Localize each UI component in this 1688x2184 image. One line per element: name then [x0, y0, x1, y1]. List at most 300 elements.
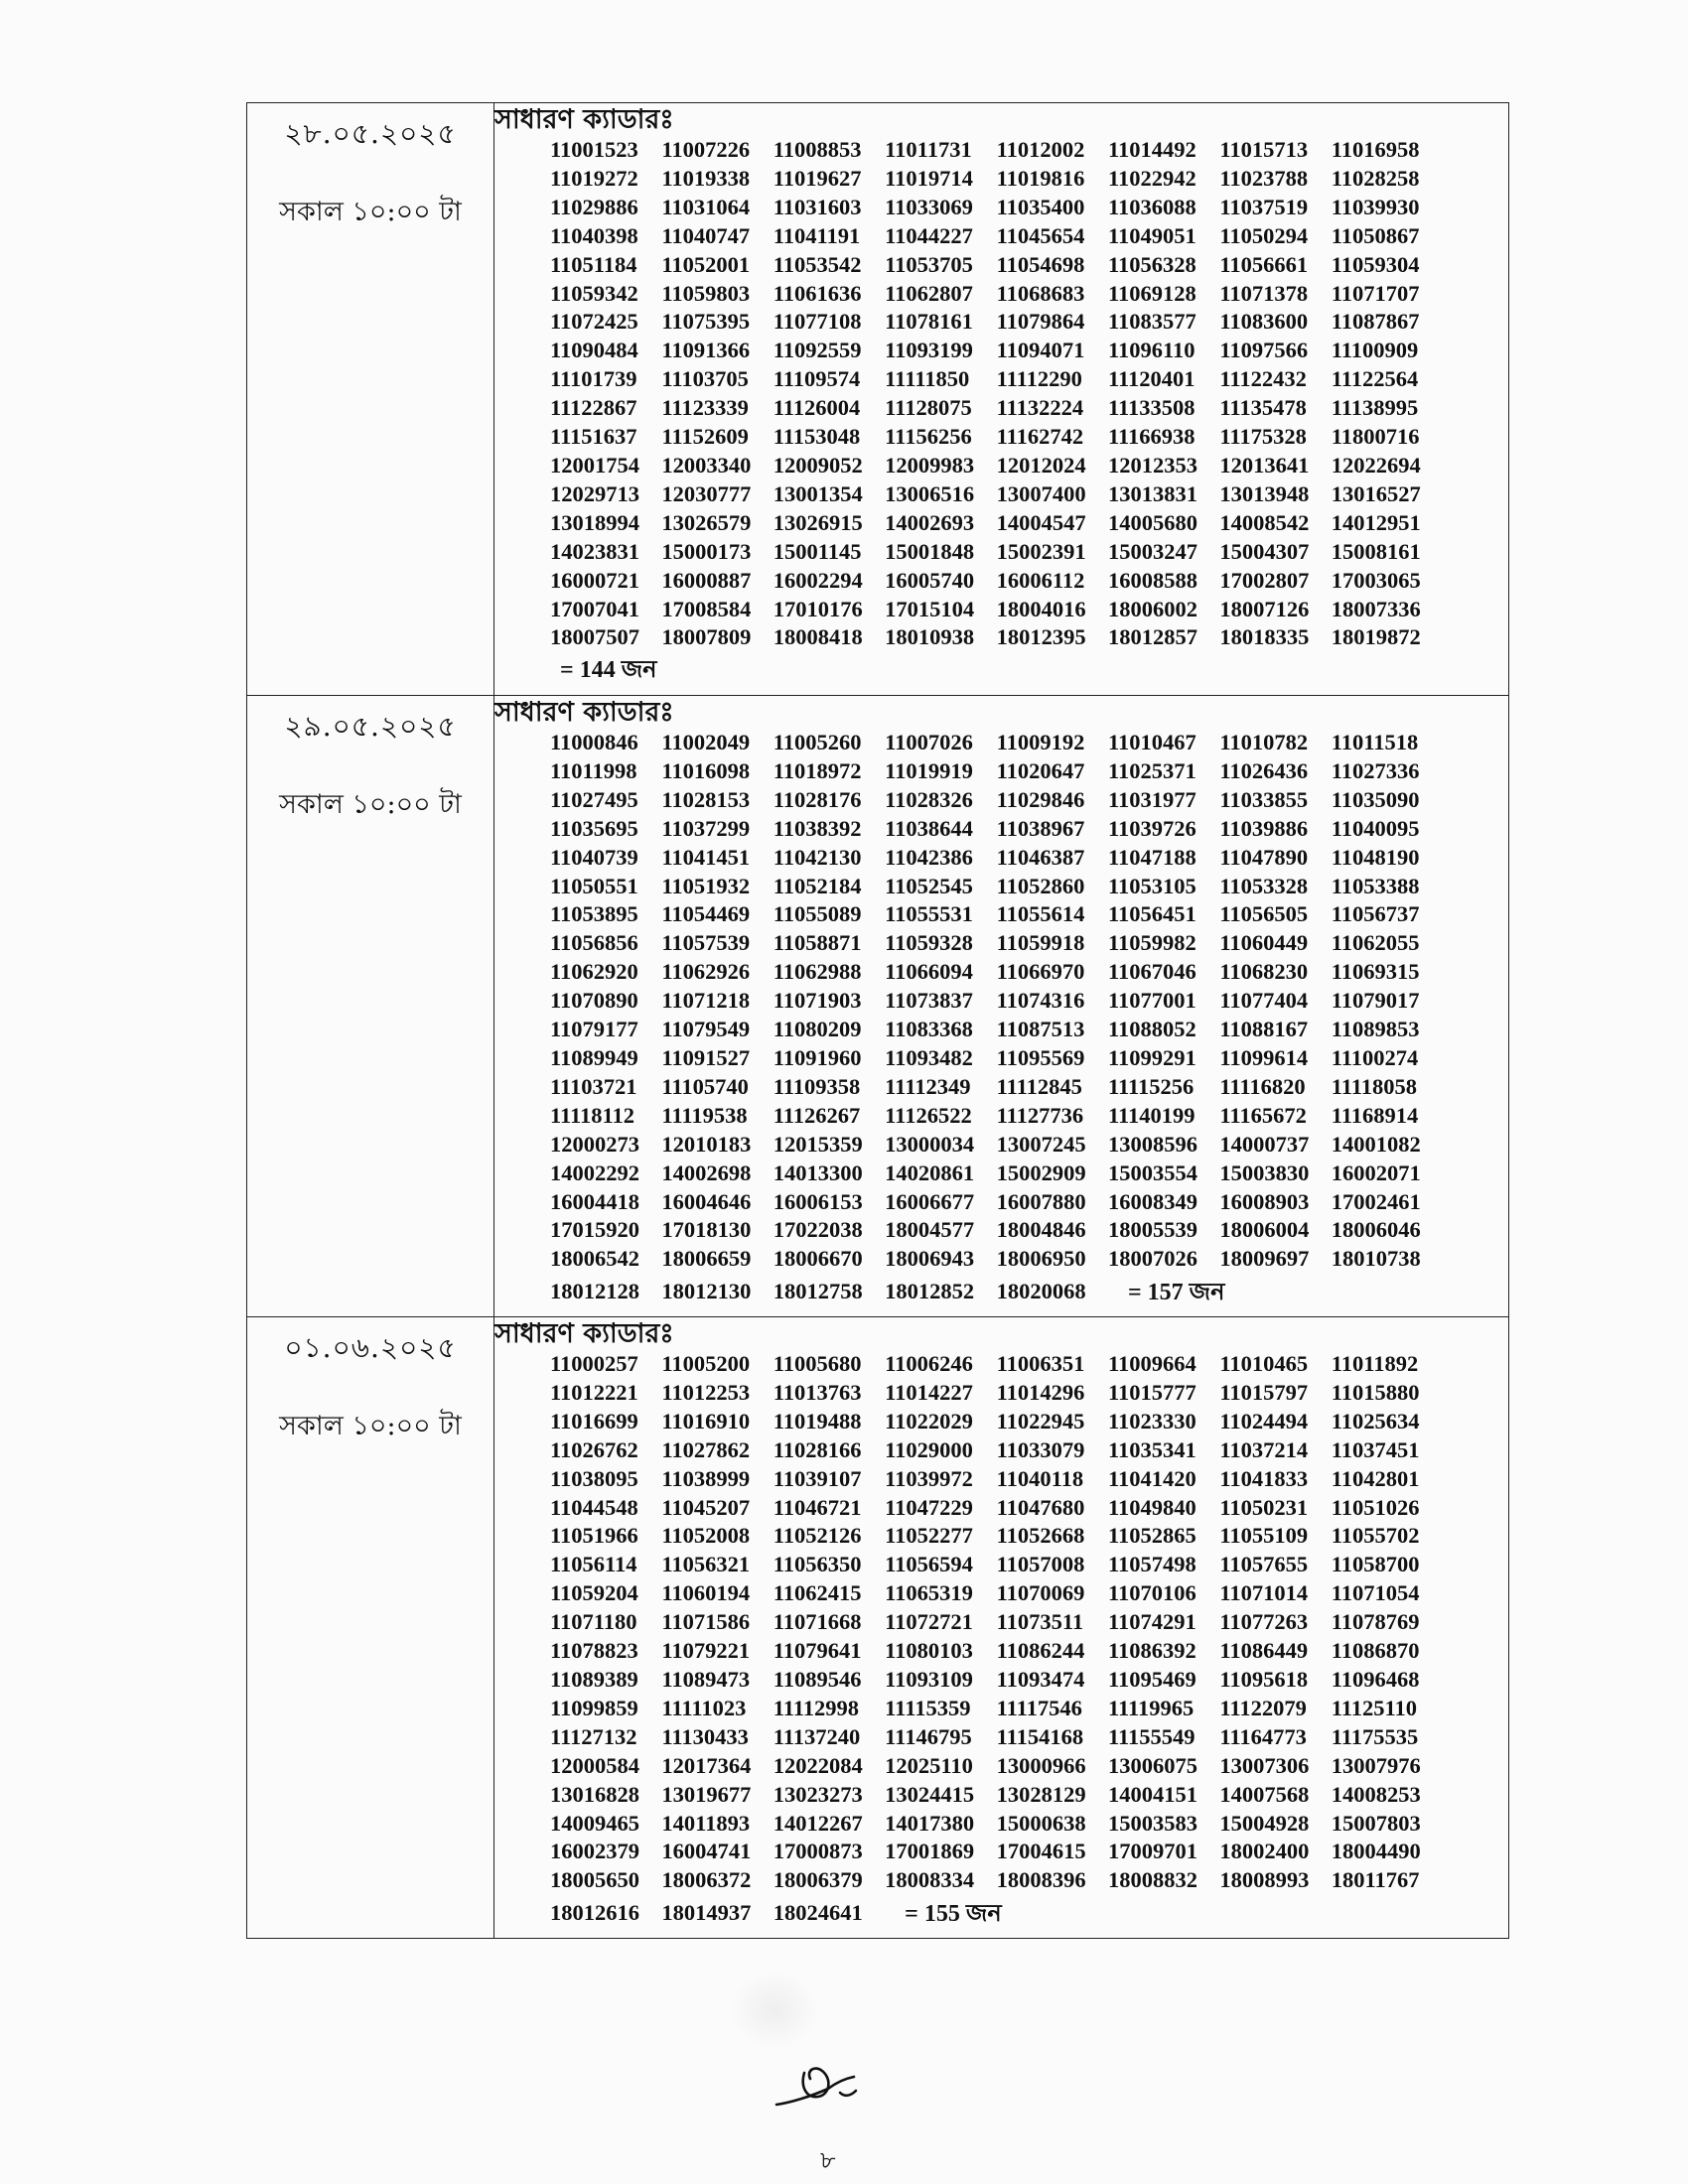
roll-number: 13006516	[885, 480, 975, 506]
roll-number: 11014227	[885, 1379, 973, 1405]
roll-number: 11035695	[550, 815, 638, 841]
roll-number: 11025634	[1331, 1408, 1420, 1433]
roll-number: 11027336	[1331, 757, 1420, 783]
roll-number: 11037519	[1219, 194, 1309, 219]
roll-number: 11071707	[1331, 280, 1420, 306]
roll-number: 11099291	[1107, 1044, 1196, 1070]
roll-number: 17018130	[661, 1217, 752, 1243]
roll-number: 11011518	[1331, 730, 1419, 754]
roll-number: 11038999	[661, 1465, 751, 1491]
roll-number: 11093482	[885, 1044, 973, 1070]
roll-number: 12015359	[773, 1131, 863, 1157]
roll-number: 11089546	[773, 1666, 862, 1692]
roll-number: 17022038	[773, 1217, 863, 1243]
roll-number: 18018335	[1219, 624, 1310, 650]
roll-number: 11062920	[550, 959, 638, 985]
roll-number: 11138995	[1331, 395, 1419, 421]
page-number: ৮	[820, 2146, 836, 2174]
roll-number: 11022029	[885, 1408, 973, 1433]
roll-number: 11086244	[996, 1638, 1085, 1664]
roll-number: 11046387	[996, 844, 1085, 870]
roll-number: 11056321	[661, 1552, 751, 1577]
roll-number: 11164773	[1219, 1723, 1307, 1749]
roll-number: 11016910	[661, 1408, 751, 1433]
roll-number: 11051184	[550, 251, 637, 277]
roll-number: 11062055	[1331, 930, 1420, 956]
roll-number: 11024494	[1219, 1408, 1309, 1433]
roll-number: 16000887	[661, 567, 752, 593]
roll-row	[550, 538, 1508, 567]
roll-number: 11127736	[996, 1102, 1084, 1128]
total-number: 155	[923, 1901, 960, 1928]
roll-list-cell	[494, 696, 1508, 1316]
roll-row	[550, 1637, 1508, 1666]
roll-number: 18012758	[773, 1279, 863, 1304]
roll-number: 11010782	[1219, 730, 1309, 754]
roll-row	[550, 1579, 1508, 1608]
roll-number: 11038967	[996, 815, 1085, 841]
roll-number: 18024641	[773, 1900, 863, 1926]
roll-number: 11026436	[1219, 757, 1309, 783]
roll-number: 13016828	[550, 1781, 639, 1807]
roll-number: 11044227	[885, 222, 973, 248]
roll-number: 11071668	[773, 1609, 862, 1635]
roll-number: 11127132	[550, 1723, 637, 1749]
roll-number: 11011892	[1331, 1351, 1419, 1376]
roll-number: 13007245	[996, 1131, 1086, 1157]
exam-time: সকাল ১০:০০ টা	[279, 197, 462, 227]
total-unit: জন	[965, 1899, 1002, 1928]
roll-number: 11087513	[996, 1017, 1085, 1042]
roll-number: 11062415	[773, 1580, 862, 1606]
roll-number: 11071014	[1219, 1580, 1309, 1606]
roll-number: 16004741	[661, 1839, 752, 1864]
roll-number: 11092559	[773, 338, 862, 363]
roll-number: 11053388	[1331, 873, 1420, 898]
roll-number: 18008396	[996, 1867, 1086, 1893]
roll-number: 14013300	[773, 1160, 863, 1185]
roll-number: 11005680	[773, 1351, 862, 1376]
roll-number: 11005200	[661, 1351, 751, 1376]
roll-row	[550, 929, 1508, 958]
roll-number: 11156256	[885, 424, 972, 450]
roll-number: 11023788	[1219, 165, 1309, 191]
roll-number: 16008903	[1219, 1188, 1310, 1214]
roll-number: 11014492	[1107, 137, 1196, 162]
roll-number: 11088052	[1107, 1017, 1196, 1042]
roll-number: 11070069	[996, 1580, 1085, 1606]
roll-number: 11057498	[1107, 1552, 1196, 1577]
roll-number: 11119965	[1107, 1695, 1195, 1720]
roll-number: 14008253	[1331, 1781, 1421, 1807]
roll-number: 11000257	[550, 1351, 638, 1376]
roll-number: 11046721	[773, 1494, 862, 1520]
roll-row	[550, 987, 1508, 1016]
roll-number: 11109574	[773, 366, 861, 392]
roll-number: 11052008	[661, 1523, 751, 1549]
roll-row	[550, 1465, 1508, 1494]
roll-number: 11083368	[885, 1017, 973, 1042]
roll-number: 11035341	[1107, 1436, 1196, 1462]
roll-number: 11079177	[550, 1017, 638, 1042]
handwritten-signature-icon	[771, 2053, 866, 2122]
roll-number: 11086392	[1107, 1638, 1196, 1664]
roll-number: 15004928	[1219, 1810, 1310, 1836]
roll-number: 14012267	[773, 1810, 863, 1836]
roll-number: 11037214	[1219, 1436, 1309, 1462]
roll-number: 14017380	[885, 1810, 975, 1836]
roll-number: 18006002	[1107, 596, 1197, 621]
roll-number: 16008349	[1107, 1188, 1197, 1214]
roll-number: 11060449	[1219, 930, 1309, 956]
roll-number: 13013831	[1107, 480, 1197, 506]
roll-number: 11071180	[550, 1609, 637, 1635]
roll-number: 13024415	[885, 1781, 975, 1807]
roll-number: 15003583	[1107, 1810, 1197, 1836]
roll-number: 11088167	[1219, 1017, 1309, 1042]
roll-number: 11166938	[1107, 424, 1196, 450]
roll-number: 11040118	[996, 1465, 1084, 1491]
roll-number: 11038644	[885, 815, 973, 841]
roll-number: 11091527	[661, 1044, 751, 1070]
roll-number: 11100909	[1331, 338, 1419, 363]
roll-number: 11052001	[661, 251, 751, 277]
roll-number: 11028326	[885, 786, 973, 812]
roll-number: 11045654	[996, 222, 1085, 248]
schedule-block-29-05	[247, 696, 1508, 1317]
roll-number: 11155549	[1107, 1723, 1196, 1749]
roll-number: 11062988	[773, 959, 862, 985]
roll-number: 11133508	[1107, 395, 1196, 421]
roll-number: 17003065	[1331, 567, 1421, 593]
roll-number: 11083600	[1219, 309, 1309, 335]
roll-number: 11028153	[661, 786, 751, 812]
roll-number: 11067046	[1107, 959, 1196, 985]
roll-row	[550, 1245, 1508, 1274]
roll-number: 18004016	[996, 596, 1086, 621]
roll-number: 11077108	[773, 309, 862, 335]
roll-number: 11154168	[996, 1723, 1084, 1749]
roll-number: 11074291	[1107, 1609, 1196, 1635]
roll-number: 11019488	[773, 1408, 862, 1433]
roll-row	[550, 1188, 1508, 1217]
roll-number: 11052277	[885, 1523, 973, 1549]
roll-number: 11056114	[550, 1552, 637, 1577]
roll-number: 11057008	[996, 1552, 1085, 1577]
roll-number: 18005650	[550, 1867, 639, 1893]
roll-number: 11105740	[661, 1073, 749, 1099]
roll-number: 15003554	[1107, 1160, 1197, 1185]
roll-number: 11050231	[1219, 1494, 1309, 1520]
roll-number: 18007126	[1219, 596, 1310, 621]
roll-number: 11050867	[1331, 222, 1420, 248]
roll-number: 11039930	[1331, 194, 1420, 219]
roll-number: 11111023	[661, 1695, 747, 1720]
roll-number: 11010467	[1107, 730, 1196, 754]
roll-number: 11038392	[773, 815, 862, 841]
roll-number: 11091960	[773, 1044, 862, 1070]
roll-number: 11083577	[1107, 309, 1196, 335]
roll-number: 11052545	[885, 873, 973, 898]
roll-number: 11095469	[1107, 1666, 1196, 1692]
total-unit: জন	[621, 655, 657, 684]
roll-row	[550, 251, 1508, 280]
roll-number: 14005680	[1107, 509, 1197, 535]
roll-number: 11049840	[1107, 1494, 1196, 1520]
roll-rows	[550, 1350, 1508, 1929]
roll-number: 11028166	[773, 1436, 862, 1462]
roll-number: 11056350	[773, 1552, 862, 1577]
roll-number: 12001754	[550, 452, 639, 478]
roll-number: 11095618	[1219, 1666, 1309, 1692]
roll-row	[550, 1781, 1508, 1810]
exam-time: সকাল ১০:০০ টা	[279, 1411, 462, 1441]
roll-number: 18008418	[773, 624, 863, 650]
roll-number: 11075395	[661, 309, 751, 335]
roll-number: 11005260	[773, 730, 862, 754]
roll-number: 17002461	[1331, 1188, 1421, 1214]
roll-number: 11072425	[550, 309, 638, 335]
exam-date: ০১.০৬.২০২৫	[284, 1331, 457, 1364]
roll-number: 11122867	[550, 395, 637, 421]
roll-number: 11071054	[1331, 1580, 1420, 1606]
roll-number: 18006659	[661, 1246, 752, 1272]
roll-number: 11097566	[1219, 338, 1309, 363]
roll-number: 11041451	[661, 844, 751, 870]
roll-number: 11073837	[885, 988, 973, 1014]
roll-number: 18007336	[1331, 596, 1421, 621]
roll-number: 11152609	[661, 424, 749, 450]
roll-number: 17009701	[1107, 1839, 1197, 1864]
roll-number: 18014937	[661, 1900, 752, 1926]
roll-row	[550, 1522, 1508, 1551]
roll-number: 13007306	[1219, 1752, 1310, 1778]
roll-number: 11047188	[1107, 844, 1196, 870]
roll-row	[550, 194, 1508, 222]
roll-number: 18012130	[661, 1279, 752, 1304]
roll-number: 11011998	[550, 757, 637, 783]
roll-number: 18004577	[885, 1217, 975, 1243]
roll-number: 11019627	[773, 165, 862, 191]
roll-number: 11057539	[661, 930, 751, 956]
roll-number: 11010465	[1219, 1351, 1309, 1376]
roll-number: 11035400	[996, 194, 1085, 219]
roll-row	[550, 1695, 1508, 1723]
cadre-heading: সাধারণ ক্যাডারঃ	[494, 104, 674, 135]
roll-number: 11077001	[1107, 988, 1196, 1014]
total-equals: =	[560, 657, 574, 684]
roll-row-last	[550, 1899, 1508, 1929]
roll-number: 11100274	[1331, 1044, 1419, 1070]
roll-number: 11051966	[550, 1523, 638, 1549]
roll-number: 11037451	[1331, 1436, 1420, 1462]
roll-number: 11071378	[1219, 280, 1309, 306]
roll-number: 16002294	[773, 567, 863, 593]
roll-number: 11066094	[885, 959, 973, 985]
roll-rows	[550, 136, 1508, 652]
roll-number: 11122564	[1331, 366, 1419, 392]
roll-number: 11059204	[550, 1580, 638, 1606]
roll-number: 18006943	[885, 1246, 975, 1272]
roll-number: 11012253	[661, 1379, 751, 1405]
roll-number: 11122079	[1219, 1695, 1307, 1720]
roll-number: 18007809	[661, 624, 752, 650]
roll-number: 11175535	[1331, 1723, 1419, 1749]
roll-number: 18005539	[1107, 1217, 1197, 1243]
roll-number: 17015920	[550, 1217, 639, 1243]
roll-number: 11012002	[996, 137, 1085, 162]
total-equals: =	[905, 1901, 918, 1928]
roll-number: 11115359	[885, 1695, 971, 1720]
roll-number: 18019872	[1331, 624, 1421, 650]
roll-number: 12022694	[1331, 452, 1421, 478]
roll-number: 11056661	[1219, 251, 1309, 277]
roll-number: 12000584	[550, 1752, 639, 1778]
roll-row	[550, 1016, 1508, 1044]
roll-number: 11019816	[996, 165, 1085, 191]
roll-number: 11122432	[1219, 366, 1307, 392]
roll-number: 11112349	[885, 1073, 971, 1099]
roll-number: 15004307	[1219, 538, 1310, 564]
roll-number: 11071903	[773, 988, 862, 1014]
roll-number: 11089949	[550, 1044, 638, 1070]
roll-number: 11049051	[1107, 222, 1196, 248]
roll-number: 11119538	[661, 1102, 748, 1128]
roll-number: 11053705	[885, 251, 973, 277]
roll-number: 11126522	[885, 1102, 972, 1128]
roll-number: 11130433	[661, 1723, 749, 1749]
roll-number: 11029000	[885, 1436, 973, 1462]
roll-number: 11056505	[1219, 901, 1309, 927]
roll-number: 11118058	[1331, 1073, 1418, 1099]
roll-number: 11039107	[773, 1465, 862, 1491]
roll-number: 13028129	[996, 1781, 1086, 1807]
roll-number: 11056856	[550, 930, 638, 956]
roll-number: 11115256	[1107, 1073, 1195, 1099]
roll-number: 14002292	[550, 1160, 639, 1185]
roll-number: 11031603	[773, 194, 862, 219]
roll-row	[550, 1379, 1508, 1408]
roll-number: 11035090	[1331, 786, 1420, 812]
roll-number: 11053105	[1107, 873, 1196, 898]
total-equals: =	[1127, 1280, 1142, 1306]
roll-number: 11101739	[550, 366, 637, 392]
roll-number: 11052184	[773, 873, 862, 898]
roll-number: 16005740	[885, 567, 975, 593]
roll-number: 11048190	[1331, 844, 1420, 870]
roll-number: 11019338	[661, 165, 751, 191]
roll-number: 11036088	[1107, 194, 1196, 219]
roll-number: 12012024	[996, 452, 1086, 478]
roll-number: 11055109	[1219, 1523, 1309, 1549]
roll-number: 16002379	[550, 1839, 639, 1864]
roll-row	[550, 1666, 1508, 1695]
roll-number: 11132224	[996, 395, 1084, 421]
roll-number: 14002693	[885, 509, 975, 535]
roll-number: 15000638	[996, 1810, 1086, 1836]
roll-number: 11068230	[1219, 959, 1309, 985]
roll-number: 11039726	[1107, 815, 1196, 841]
roll-number: 11057655	[1219, 1552, 1309, 1577]
roll-row	[550, 480, 1508, 509]
roll-number: 11086449	[1219, 1638, 1309, 1664]
roll-number: 11028176	[773, 786, 862, 812]
roll-row	[550, 596, 1508, 624]
roll-number: 11070890	[550, 988, 638, 1014]
roll-row	[550, 280, 1508, 309]
roll-number: 11040747	[661, 222, 751, 248]
roll-number: 11068683	[996, 280, 1085, 306]
roll-number: 13013948	[1219, 480, 1310, 506]
roll-number: 11008853	[773, 137, 862, 162]
roll-number: 14007568	[1219, 1781, 1310, 1807]
roll-number: 11015797	[1219, 1379, 1309, 1405]
roll-number: 12012353	[1107, 452, 1197, 478]
date-cell	[247, 696, 494, 1316]
roll-number: 11052865	[1107, 1523, 1196, 1549]
roll-number: 11028258	[1331, 165, 1420, 191]
roll-row	[550, 1551, 1508, 1579]
roll-number: 16000721	[550, 567, 639, 593]
roll-number: 11059328	[885, 930, 973, 956]
roll-number: 11054698	[996, 251, 1085, 277]
roll-number: 15003830	[1219, 1160, 1310, 1185]
roll-number: 14002698	[661, 1160, 752, 1185]
roll-number: 11011731	[885, 137, 972, 162]
roll-number: 15000173	[661, 538, 752, 564]
roll-number: 13016527	[1331, 480, 1421, 506]
roll-number: 18012852	[885, 1279, 975, 1304]
roll-number: 11033079	[996, 1436, 1085, 1462]
roll-number: 11080209	[773, 1017, 862, 1042]
roll-number: 11096468	[1331, 1666, 1420, 1692]
roll-number: 17010176	[773, 596, 863, 621]
roll-number: 11078161	[885, 309, 973, 335]
roll-row	[550, 623, 1508, 652]
roll-number: 11062807	[885, 280, 973, 306]
scan-smudge	[730, 1971, 819, 2050]
roll-number: 11014296	[996, 1379, 1085, 1405]
roll-number: 13008596	[1107, 1131, 1197, 1157]
roll-number: 11095569	[996, 1044, 1085, 1070]
roll-number: 11055089	[773, 901, 862, 927]
roll-number: 12000273	[550, 1131, 639, 1157]
roll-number: 11037299	[661, 815, 751, 841]
total-count	[905, 1899, 1002, 1929]
roll-number: 18012395	[996, 624, 1086, 650]
roll-number: 11096110	[1107, 338, 1196, 363]
roll-number: 14020861	[885, 1160, 975, 1185]
roll-number: 11800716	[1331, 424, 1420, 450]
roll-number: 12009983	[885, 452, 975, 478]
roll-row	[550, 509, 1508, 538]
roll-number: 11073511	[996, 1609, 1084, 1635]
roll-row	[550, 786, 1508, 815]
roll-number: 11079221	[661, 1638, 751, 1664]
roll-number: 11059342	[550, 280, 638, 306]
roll-number: 17015104	[885, 596, 975, 621]
roll-number: 11112290	[996, 366, 1082, 392]
roll-number: 11040095	[1331, 815, 1420, 841]
roll-number: 15003247	[1107, 538, 1197, 564]
roll-number: 11052126	[773, 1523, 862, 1549]
roll-row	[550, 900, 1508, 929]
roll-number: 18008832	[1107, 1867, 1197, 1893]
roll-number: 11175328	[1219, 424, 1307, 450]
roll-number: 11023330	[1107, 1408, 1196, 1433]
roll-number: 12010183	[661, 1131, 752, 1157]
roll-number: 11012221	[550, 1379, 638, 1405]
